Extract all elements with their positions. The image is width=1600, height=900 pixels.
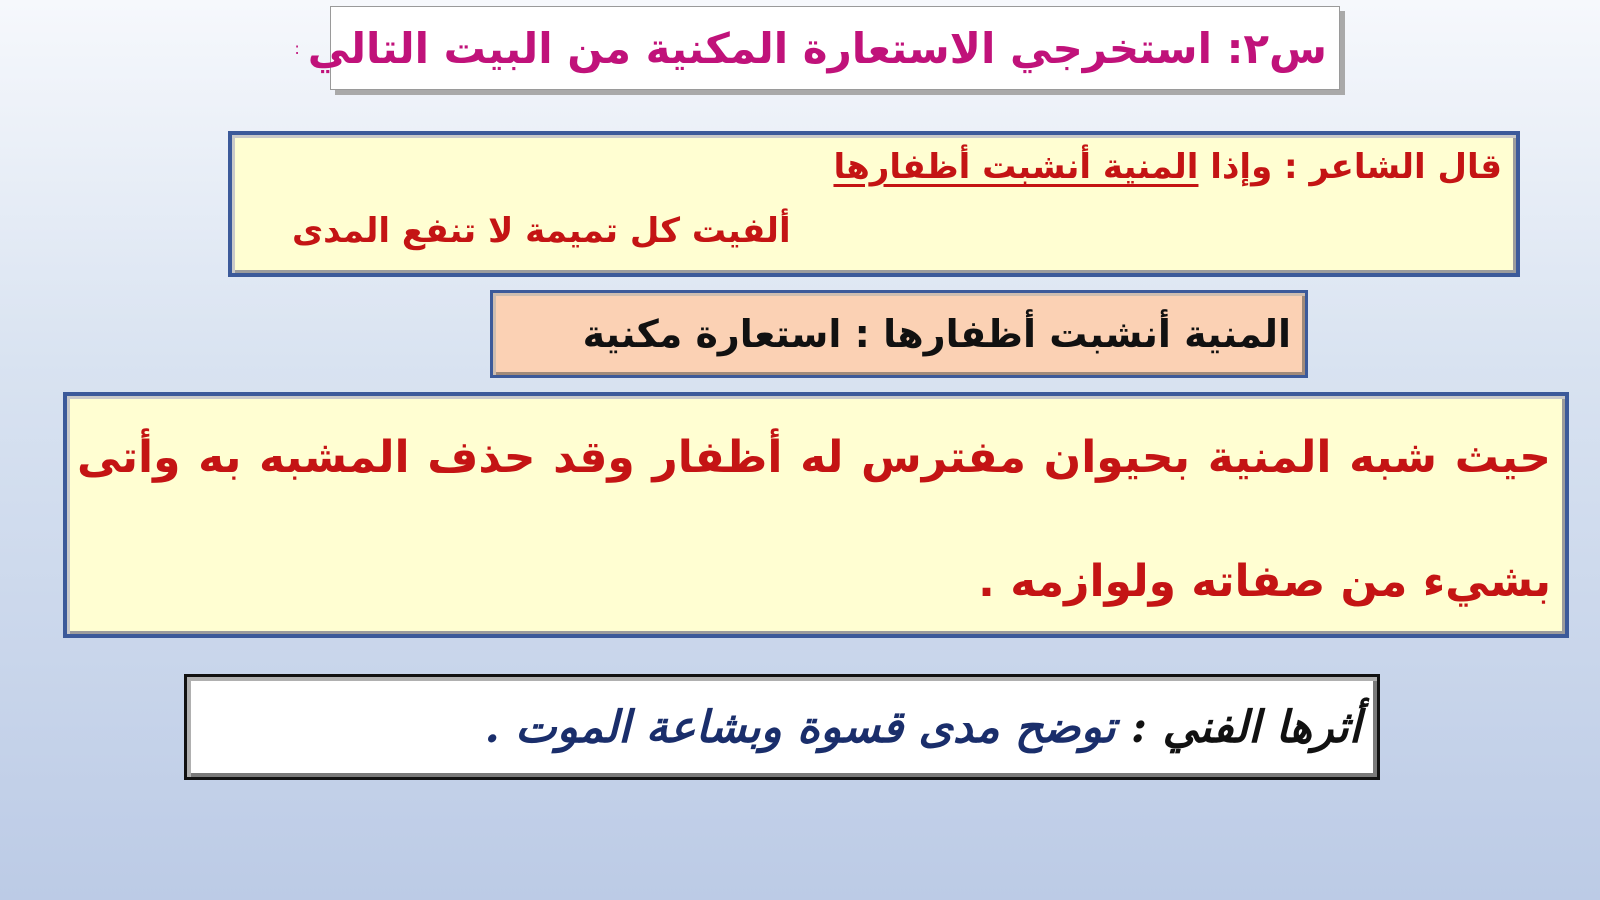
poem-verse-first-half: المنية أنشبت أظفارها [833, 147, 1199, 187]
question-title-box [294, 6, 1340, 90]
explanation-line-2: بشيء من صفاته ولوازمه . [978, 556, 1551, 607]
explanation-box [63, 392, 1569, 638]
question-title-colon: : [294, 38, 300, 58]
answer-box [490, 290, 1308, 378]
effect-body: توضح مدى قسوة وبشاعة الموت . [484, 701, 1116, 753]
effect-box [184, 674, 1380, 780]
effect-label: أثرها الفني : [1115, 701, 1361, 753]
poem-box [228, 131, 1520, 277]
poem-prefix: قال الشاعر : وإذا [1198, 147, 1502, 187]
explanation-line-1: حيث شبه المنية بحيوان مفترس له أظفار وقد حذف المشبه به وأتى [77, 432, 1551, 483]
poem-verse-second-half: ألفيت كل تميمة لا تنفع المدى [292, 211, 791, 251]
poem-line-1 [833, 147, 1502, 187]
effect-text [485, 702, 1361, 753]
question-title: س٢: استخرجي الاستعارة المكنية من البيت التالي [307, 23, 1327, 73]
answer-text: المنية أنشبت أظفارها : استعارة مكنية [582, 312, 1291, 356]
